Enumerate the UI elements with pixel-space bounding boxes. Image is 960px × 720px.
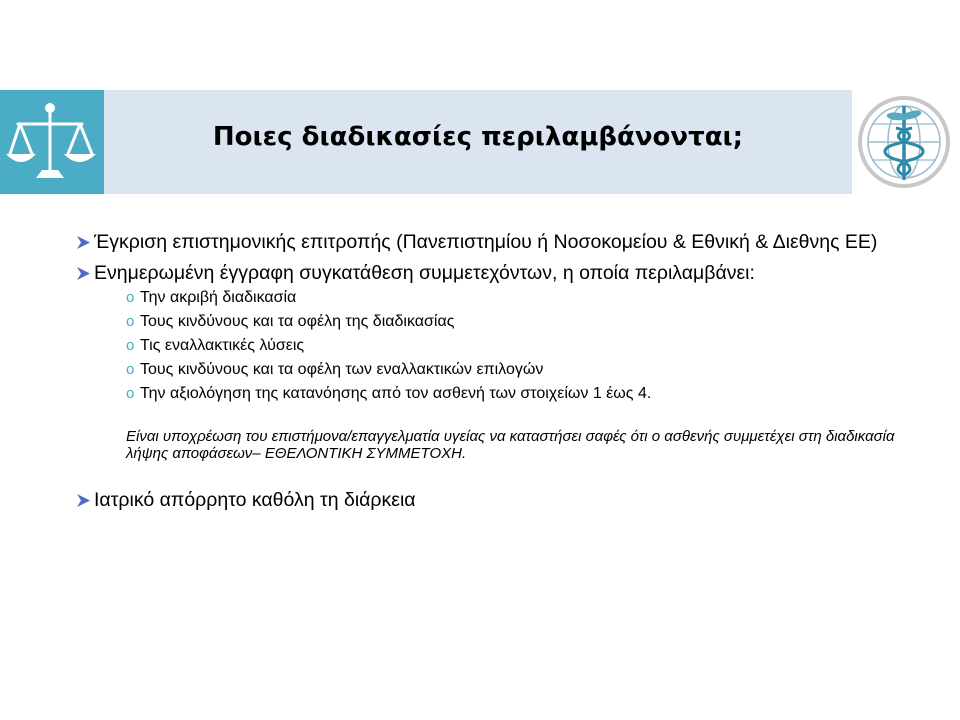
page-title: Ποιες διαδικασίες περιλαμβάνονται; [212, 122, 744, 152]
sub-item [126, 312, 936, 332]
italic-note: Είναι υποχρέωση του επιστήμονα/επαγγελματία υγείας να καταστήσει σαφές ότι ο ασθενής συμμετέχει στη διαδικασία λήψης αποφάσεων– ΕΘΕΛΟΝΤΙΚΗ ΣΥΜΜΕΤΟΧΗ. [126, 428, 895, 462]
bullet-text: Ιατρικό απόρρητο καθόλη τη διάρκεια [94, 489, 416, 511]
sub-item [126, 336, 936, 356]
circle-bullet-icon: o [126, 289, 135, 306]
circle-bullet-icon: o [126, 385, 135, 402]
sub-item-text: Την αξιολόγηση της κατανόησης από τον ασθενή των στοιχείων 1 έως 4. [140, 385, 652, 402]
sub-item-text: Τους κινδύνους και τα οφέλη της διαδικασίας [140, 313, 455, 330]
bullet-item [76, 232, 936, 253]
bullet-item [76, 263, 936, 462]
sub-item-text: Τις εναλλακτικές λύσεις [140, 337, 305, 354]
bullet-text: Ενημερωμένη έγγραφη συγκατάθεση συμμετεχόντων, η οποία περιλαμβάνει: [94, 262, 755, 284]
circle-bullet-icon: o [126, 337, 135, 354]
sub-item-text: Την ακριβή διαδικασία [140, 289, 297, 306]
header-band [104, 90, 852, 194]
bullet-list [76, 232, 936, 521]
arrow-bullet-icon [76, 235, 91, 250]
caduceus-globe-icon [852, 90, 960, 194]
arrow-bullet-icon [76, 493, 91, 508]
circle-bullet-icon: o [126, 361, 135, 378]
scales-of-justice-icon [0, 90, 104, 194]
sub-item-text: Τους κινδύνους και τα οφέλη των εναλλακτικών επιλογών [140, 361, 544, 378]
sub-list [94, 288, 936, 404]
sub-item [126, 384, 936, 404]
header-accent-block [0, 90, 104, 194]
bullet-text: Έγκριση επιστημονικής επιτροπής (Πανεπιστημίου ή Νοσοκομείου & Εθνική & Διεθνης ΕΕ) [94, 231, 878, 253]
circle-bullet-icon: o [126, 313, 135, 330]
sub-item [126, 288, 936, 308]
sub-item [126, 360, 936, 380]
header-logo [852, 90, 960, 194]
arrow-bullet-icon [76, 266, 91, 281]
bullet-item [76, 490, 936, 511]
